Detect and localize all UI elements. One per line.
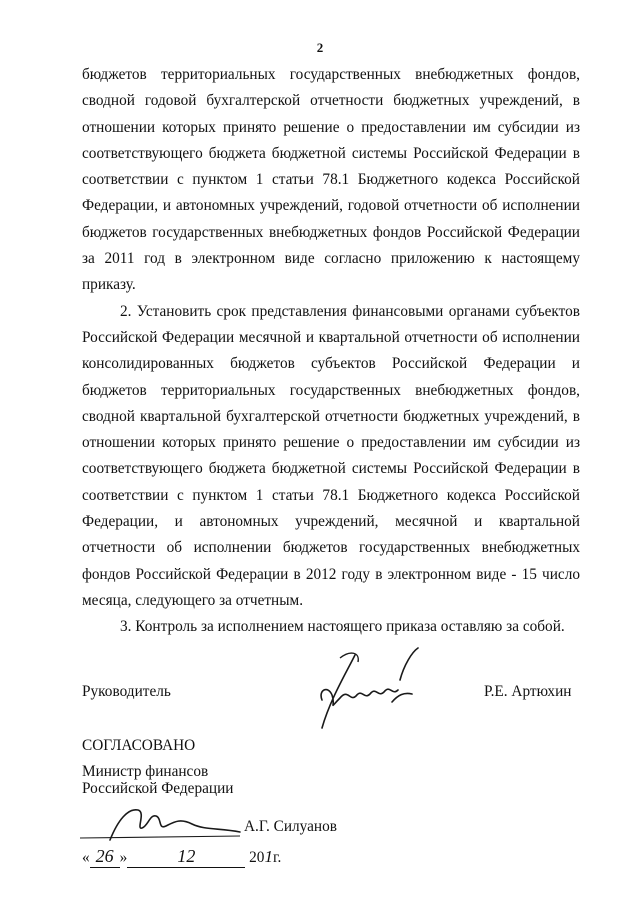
approver-title-line1: Министр финансов	[82, 763, 209, 780]
handwritten-signature-minister	[80, 800, 250, 850]
date-year-unit: г.	[272, 849, 282, 866]
approval-heading: СОГЛАСОВАНО	[82, 737, 196, 754]
date-month: 12	[127, 846, 245, 868]
paragraph-2: 2. Установить срок представления финансовыми органами субъектов Российской Федерации месячной и квартальной отчетности об исполнении консолидированных бюджетов субъектов Российской Федерации и бюджетов территориальных государственных внебюджетных фондов, сводной квартальной бухгалтерской отчетности бюджетных учреждений, в отношении которых принято решение о предоставлении им субсидии из соответствующего бюджета бюджетной системы Российской Федерации в соответствии с пунктом 1 статьи 78.1 Бюджетного кодекса Российской Федерации, и автономных учреждений, месячной и квартальной отчетности об исполнении бюджетов государственных внебюджетных фондов Российской Федерации в 2012 году в электронном виде - 15 число месяца, следующего за отчетным.	[82, 302, 580, 609]
paragraph-continuation: бюджетов территориальных государственных внебюджетных фондов, сводной годовой бухгалтерской отчетности бюджетных учреждений, в отношении которых принято решение о предоставлении им субсидии из соответствующего бюджета бюджетной системы Российской Федерации в соответствии с пунктом 1 статьи 78.1 Бюджетного кодекса Российской Федерации, и автономных учреждений, годовой отчетности об исполнении бюджетов государственных внебюджетных фондов Российской Федерации за 2011 год в электронном виде согласно приложению к настоящему приказу.	[82, 66, 580, 294]
date-open-quote: «	[82, 849, 90, 866]
signer-name: Р.Е. Артюхин	[484, 683, 572, 700]
document-body	[82, 62, 580, 641]
signer-position: Руководитель	[82, 683, 171, 700]
approval-date	[82, 846, 281, 868]
date-year-suffix: 1	[264, 847, 273, 866]
paragraph-3: 3. Контроль за исполнением настоящего приказа оставляю за собой.	[120, 618, 565, 636]
page-number: 2	[316, 40, 324, 55]
date-day: 26	[90, 846, 120, 868]
handwritten-signature-head	[300, 640, 430, 735]
date-close-quote: »	[119, 849, 128, 866]
date-year-prefix: 20	[249, 849, 265, 866]
approver-name: А.Г. Силуанов	[244, 818, 337, 835]
approver-title-line2: Российской Федерации	[82, 780, 234, 797]
